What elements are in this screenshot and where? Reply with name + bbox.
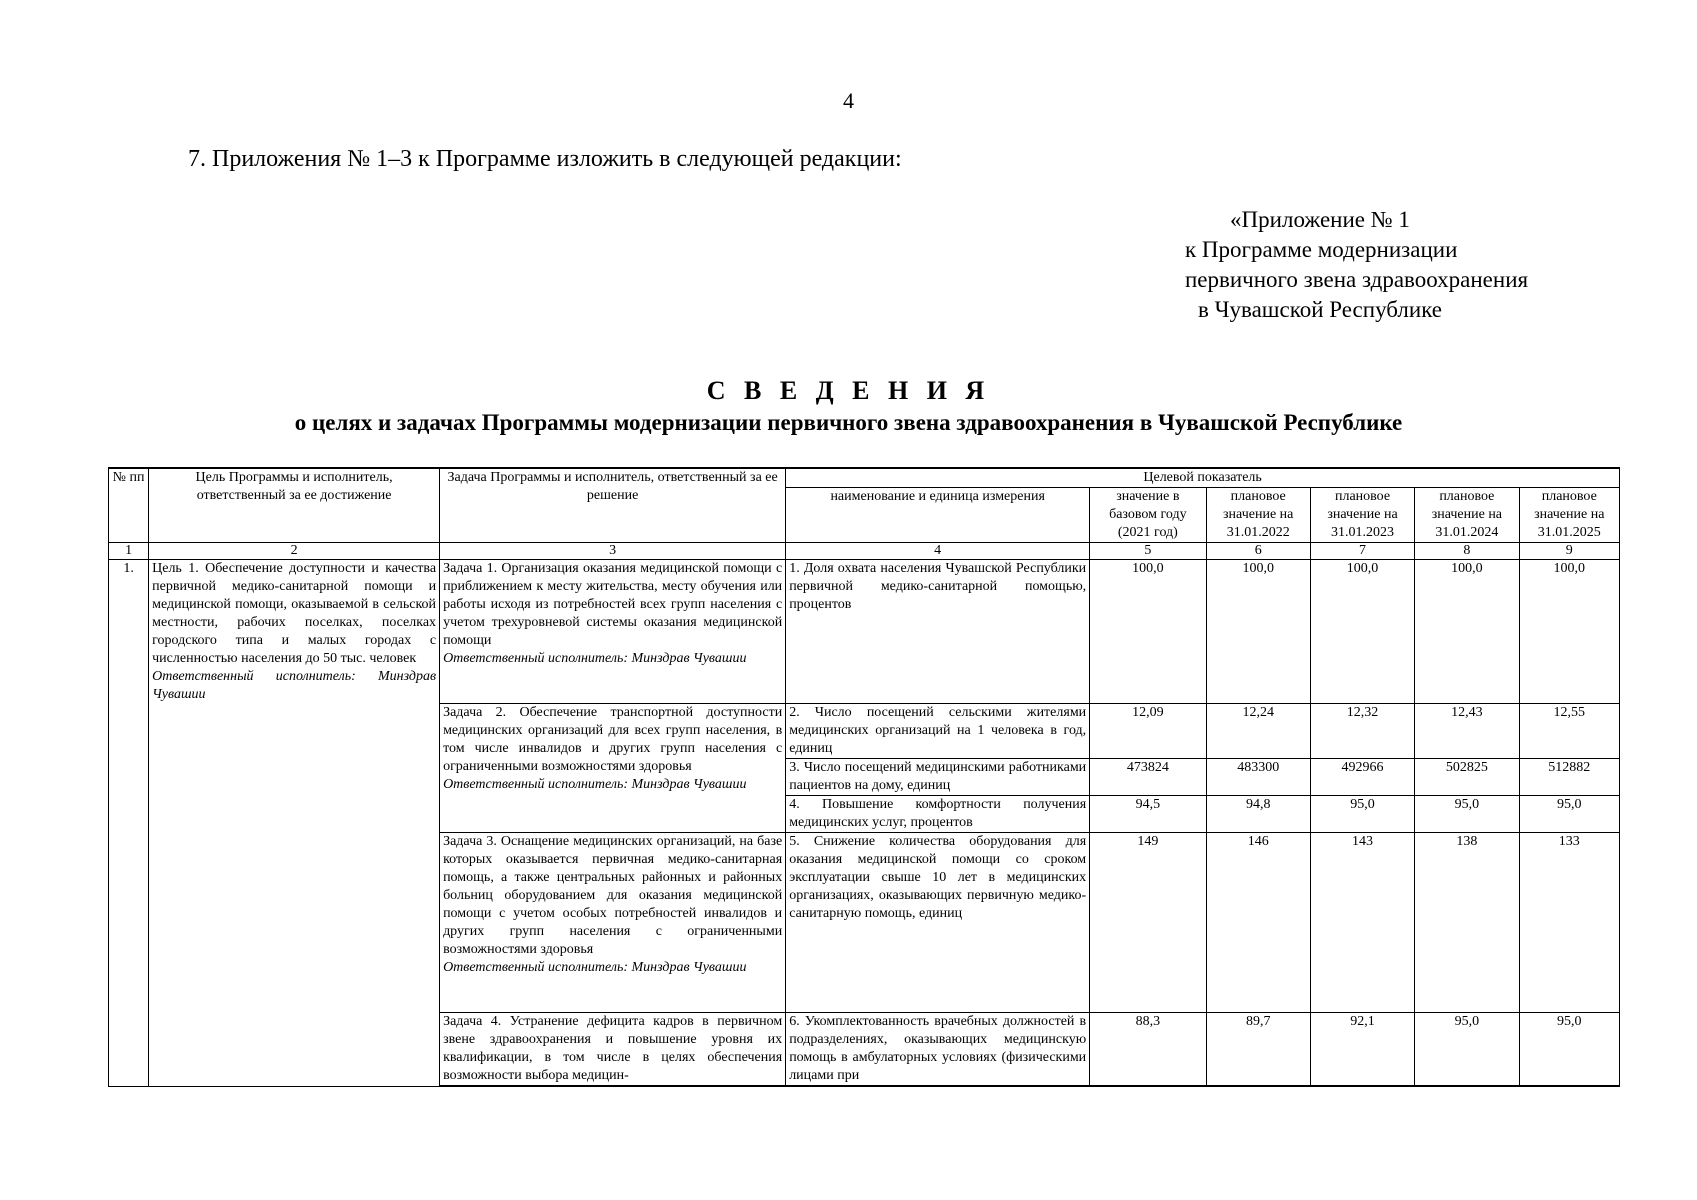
- header-name: наименование и единица измерения: [786, 488, 1090, 543]
- header-plan-2025: плановое значение на 31.01.2025: [1519, 488, 1619, 543]
- indicator-value: 94,5: [1090, 796, 1206, 833]
- header-goal: Цель Программы и исполнитель, ответственный за ее достижение: [149, 468, 440, 543]
- intro-paragraph: 7. Приложения № 1–3 к Программе изложить в следующей редакции:: [188, 146, 902, 172]
- header-plan-2024: плановое значение на 31.01.2024: [1415, 488, 1519, 543]
- indicator-value: 149: [1090, 833, 1206, 1013]
- task-cell: [440, 833, 786, 1013]
- task-cell: [440, 704, 786, 833]
- header-plan-2022: плановое значение на 31.01.2022: [1206, 488, 1310, 543]
- header-task: Задача Программы и исполнитель, ответственный за ее решение: [440, 468, 786, 543]
- task-text: Задача 2. Обеспечение транспортной доступности медицинских организаций для всех групп населения, в том числе инвалидов и других групп населения с ограниченными возможностями здоровья: [443, 705, 783, 774]
- row-number: 1.: [109, 560, 149, 1087]
- column-number: 5: [1090, 543, 1206, 560]
- document-heading: С В Е Д Е Н И Я: [706, 376, 991, 405]
- indicator-value: 12,32: [1310, 704, 1414, 759]
- indicator-name: 5. Снижение количества оборудования для оказания медицинской помощи со сроком эксплуатации свыше 10 лет в медицинских организациях, оказывающих первичную медико-санитарную помощь, единиц: [786, 833, 1090, 1013]
- indicator-name: 3. Число посещений медицинскими работниками пациентов на дому, единиц: [786, 759, 1090, 796]
- indicator-value: 100,0: [1090, 560, 1206, 704]
- table-row: [109, 560, 1620, 704]
- goal-cell: [149, 560, 440, 1087]
- task-text: Задача 4. Устранение дефицита кадров в первичном звене здравоохранения и повышение уровня их квалификации, в том числе в целях обеспечения возможности выбора медицин-: [443, 1014, 783, 1083]
- column-number: 1: [109, 543, 149, 560]
- indicator-value: 138: [1415, 833, 1519, 1013]
- indicator-value: 512882: [1519, 759, 1619, 796]
- annex-line: в Чувашской Республике: [1197, 297, 1442, 322]
- indicator-value: 95,0: [1415, 796, 1519, 833]
- indicator-value: 12,43: [1415, 704, 1519, 759]
- indicator-value: 483300: [1206, 759, 1310, 796]
- annex-note: [1185, 205, 1529, 325]
- indicator-value: 95,0: [1415, 1013, 1519, 1087]
- header-plan-2023: плановое значение на 31.01.2023: [1310, 488, 1414, 543]
- goals-table: [108, 467, 1620, 1087]
- indicator-value: 100,0: [1415, 560, 1519, 704]
- document-subheading: о целях и задачах Программы модернизации первичного звена здравоохранения в Чувашской Республике: [294, 410, 1403, 435]
- column-number: 9: [1519, 543, 1619, 560]
- indicator-value: 94,8: [1206, 796, 1310, 833]
- indicator-value: 100,0: [1310, 560, 1414, 704]
- annex-line: первичного звена здравоохранения: [1185, 267, 1529, 292]
- indicator-value: 100,0: [1519, 560, 1619, 704]
- indicator-value: 12,24: [1206, 704, 1310, 759]
- page-number: 4: [843, 88, 854, 113]
- indicator-value: 95,0: [1310, 796, 1414, 833]
- goal-responsible: Ответственный исполнитель: Минздрав Чувашии: [152, 669, 437, 702]
- indicator-name: 6. Укомплектованность врачебных должностей в подразделениях, оказывающих медицинскую помощь в амбулаторных условиях (физическими лицами при: [786, 1013, 1090, 1087]
- indicator-value: 473824: [1090, 759, 1206, 796]
- indicator-name: 2. Число посещений сельскими жителями медицинских организаций на 1 человека в год, единиц: [786, 704, 1090, 759]
- indicator-value: 88,3: [1090, 1013, 1206, 1087]
- indicator-value: 92,1: [1310, 1013, 1414, 1087]
- indicator-value: 12,55: [1519, 704, 1619, 759]
- annex-line: «Приложение № 1: [1230, 207, 1410, 232]
- task-responsible: Ответственный исполнитель: Минздрав Чувашии: [443, 651, 747, 666]
- indicator-value: 502825: [1415, 759, 1519, 796]
- column-number: 8: [1415, 543, 1519, 560]
- task-responsible: Ответственный исполнитель: Минздрав Чувашии: [443, 777, 747, 792]
- indicator-value: 95,0: [1519, 796, 1619, 833]
- column-number: 3: [440, 543, 786, 560]
- column-number: 6: [1206, 543, 1310, 560]
- indicator-name: 4. Повышение комфортности получения медицинских услуг, процентов: [786, 796, 1090, 833]
- task-responsible: Ответственный исполнитель: Минздрав Чувашии: [443, 960, 747, 975]
- task-text: Задача 1. Организация оказания медицинской помощи с приближением к месту жительства, месту обучения или работы исходя из потребностей всех групп населения с учетом трехуровневой системы оказания медицинской помощи: [443, 561, 783, 648]
- task-cell: [440, 560, 786, 704]
- indicator-value: 12,09: [1090, 704, 1206, 759]
- indicator-value: 95,0: [1519, 1013, 1619, 1087]
- column-number: 2: [149, 543, 440, 560]
- header-row: [109, 468, 1620, 488]
- indicator-name: 1. Доля охвата населения Чувашской Республики первичной медико-санитарной помощью, процентов: [786, 560, 1090, 704]
- task-cell: [440, 1013, 786, 1087]
- header-base: значение в базовом году (2021 год): [1090, 488, 1206, 543]
- indicator-value: 146: [1206, 833, 1310, 1013]
- column-number: 4: [786, 543, 1090, 560]
- column-numbers-row: [109, 543, 1620, 560]
- goal-text: Цель 1. Обеспечение доступности и качества первичной медико-санитарной помощи и медицинской помощи, оказываемой в сельской местности, рабочих поселках, поселках городского типа и малых городах с численностью населения до 50 тыс. человек: [152, 561, 437, 666]
- indicator-value: 89,7: [1206, 1013, 1310, 1087]
- indicator-value: 100,0: [1206, 560, 1310, 704]
- indicator-value: 492966: [1310, 759, 1414, 796]
- header-indicator-group: Целевой показатель: [786, 468, 1620, 488]
- annex-line: к Программе модернизации: [1185, 237, 1458, 262]
- indicator-value: 143: [1310, 833, 1414, 1013]
- task-text: Задача 3. Оснащение медицинских организаций, на базе которых оказывается первичная медико-санитарная помощь, а также центральных районных и районных больниц оборудованием для оказания медицинской помощи с учетом особых потребностей инвалидов и других групп населения с ограниченными возможностями здоровья: [443, 834, 783, 957]
- header-num: № пп: [109, 468, 149, 543]
- indicator-value: 133: [1519, 833, 1619, 1013]
- column-number: 7: [1310, 543, 1414, 560]
